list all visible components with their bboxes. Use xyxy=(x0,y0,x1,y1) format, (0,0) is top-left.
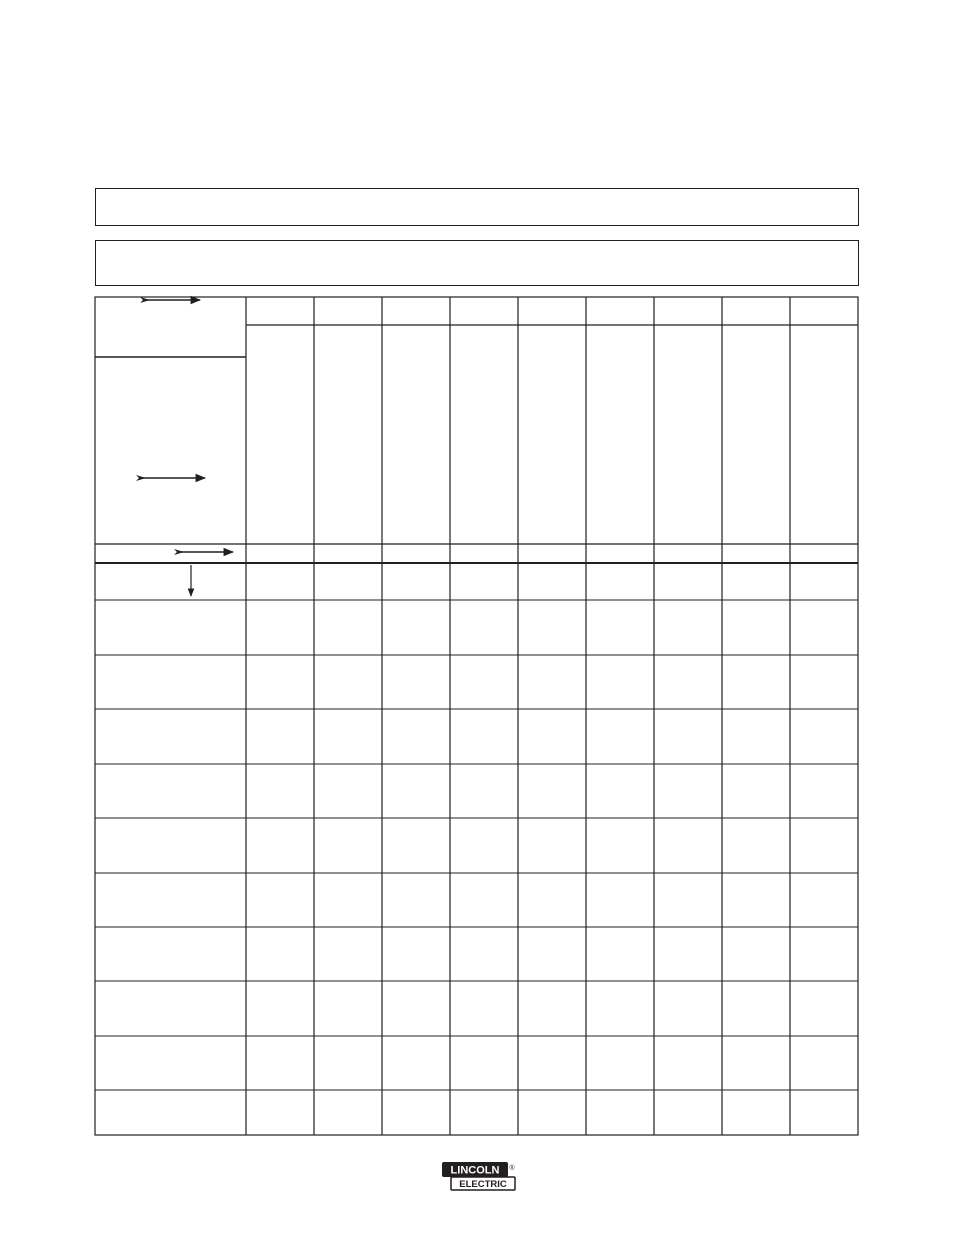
arrow-right-icon-top xyxy=(140,297,200,303)
arrow-right-icon-bottom xyxy=(174,549,233,555)
logo-registered-mark: ® xyxy=(509,1165,515,1172)
lincoln-electric-logo xyxy=(441,1161,517,1191)
arrow-right-icon-middle xyxy=(136,475,205,481)
table-border xyxy=(95,297,858,1135)
logo-text-bottom: ELECTRIC xyxy=(459,1179,507,1190)
logo-text-top: LINCOLN xyxy=(450,1164,500,1177)
